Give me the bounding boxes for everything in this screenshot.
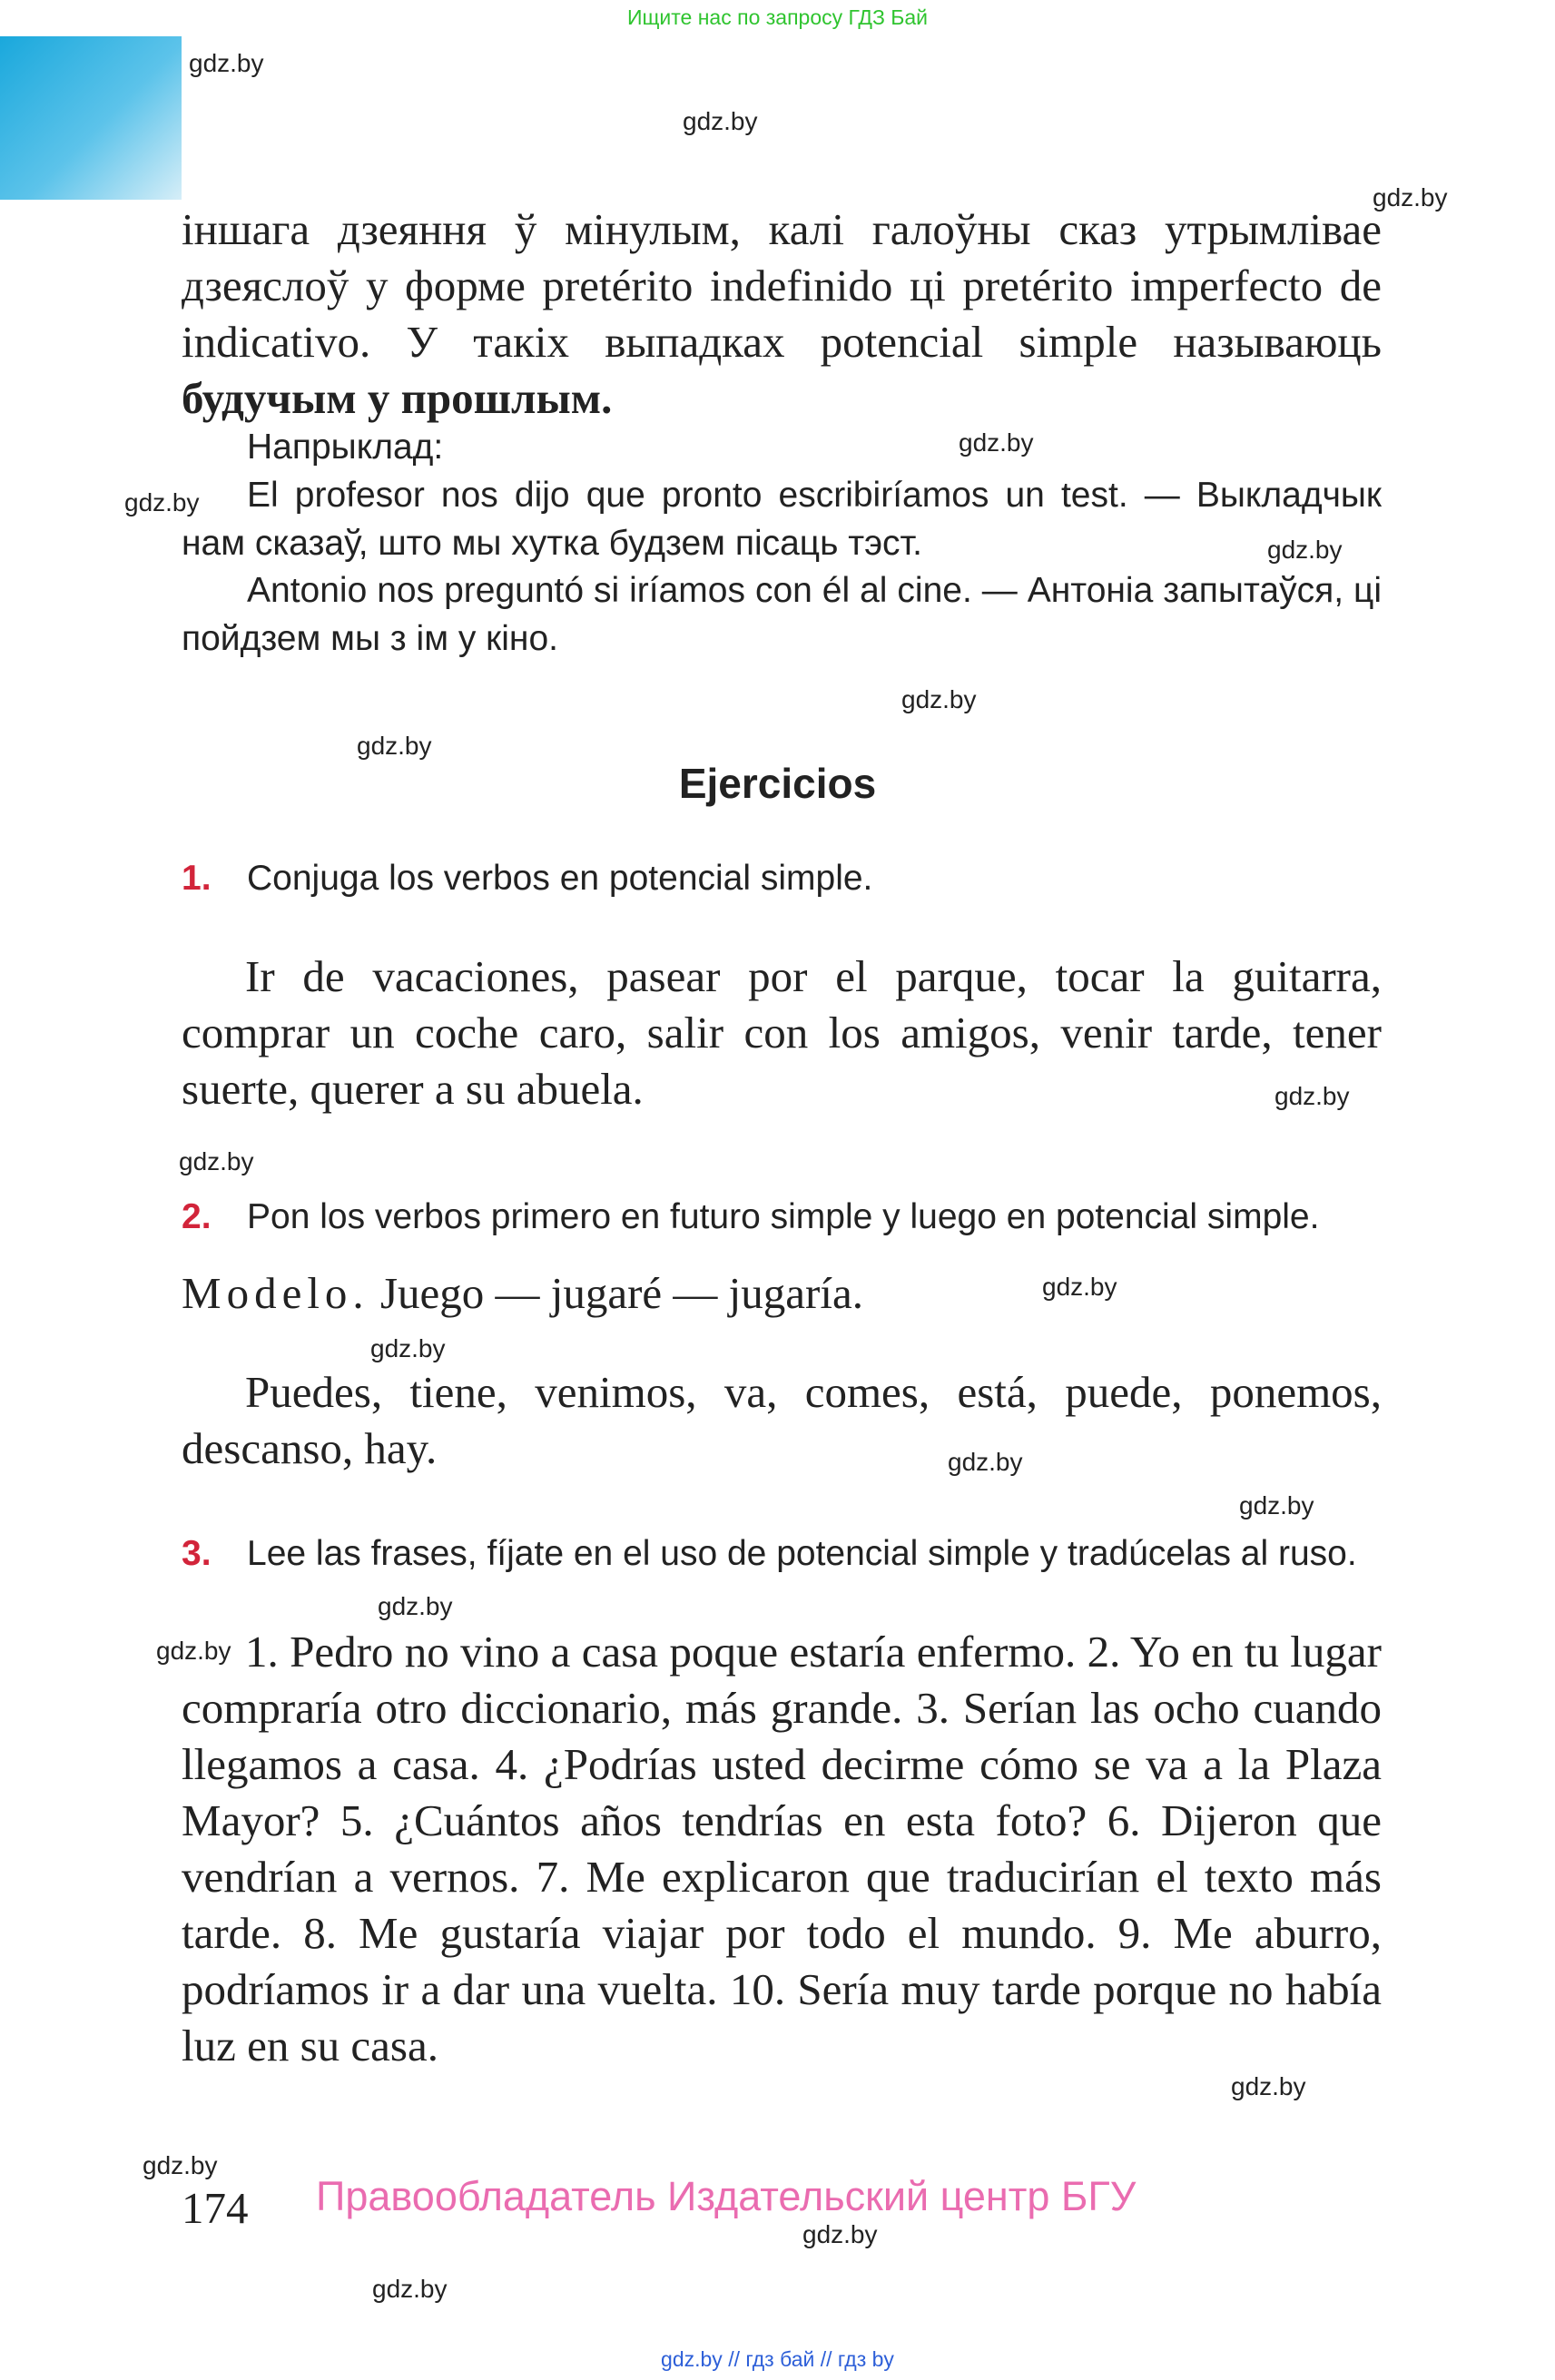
copyright-notice: Правообладатель Издательский центр БГУ [316,2173,1137,2219]
exercise-1-body: Ir de vacaciones, pasear por el parque, tocar la guitarra, comprar un coche caro, salir con los amigos, venir tarde, tener suerte, querer a su abuela. [182,951,1382,1114]
watermark: gdz.by [1373,183,1448,211]
watermark: gdz.by [124,488,200,516]
watermark: gdz.by [357,732,432,760]
watermark: gdz.by [802,2220,878,2248]
exercise-2-body: Puedes, tiene, venimos, va, comes, está, puede, ponemos, descanso, hay. [182,1367,1382,1473]
intro-bold-term: будучым у прошлым [182,373,602,423]
example-2: Antonio nos preguntó si iríamos con él al cine. — Антоніа запытаўся, ці пойдзем мы з ім у кіно. [182,571,1382,658]
section-heading: Ejercicios [678,760,877,807]
watermark: gdz.by [959,428,1034,457]
watermark: gdz.by [189,49,264,77]
watermark: gdz.by [1267,536,1343,564]
bottom-links[interactable]: gdz.by // гдз бай // гдз by [661,2347,894,2371]
watermark: gdz.by [683,107,758,135]
corner-decoration [0,36,182,200]
example-1: El profesor nos dijo que pronto escribiríamos un test. — Выкладчык нам сказаў, што мы хутка будзем пісаць тэст. [182,476,1382,563]
model-text: Juego — jugaré — jugaría. [379,1268,863,1318]
exercise-3-body: 1. Pedro no vino a casa poque estaría enfermo. 2. Yo en tu lugar compraría otro diccionario, más grande. 3. Serían las ocho cuando llegamos a casa. 4. ¿Podrías usted decirme cómo se va a la Plaza Mayor? 5. ¿Cuántos años tendrías en esta foto? 6. Dijeron que vendrían a vernos. 7. Me explicaron que traducirían el texto más tarde. 8. Me gustaría viajar por todo el mundo. 9. Me aburro, podríamos ir a dar una vuelta. 10. Sería muy tarde porque no había luz en su casa. [182,1627,1382,2070]
watermark: gdz.by [370,1334,446,1362]
exercise-1-number: 1. [182,859,212,898]
exercise-1-instruction: 1. Conjuga los verbos en potencial simple. [182,856,1382,901]
example-label: Напрыклад: [247,428,444,467]
watermark: gdz.by [1042,1273,1117,1301]
exercise-2-number: 2. [182,1197,212,1236]
top-banner[interactable]: Ищите нас по запросу ГДЗ Бай [626,5,929,29]
page-number: 174 [182,2183,249,2233]
watermark: gdz.by [156,1637,231,1665]
exercise-3-number: 3. [182,1534,212,1573]
intro-paragraph [182,202,1382,427]
watermark: gdz.by [179,1147,254,1175]
model-label: Modelo. [182,1268,369,1318]
watermark: gdz.by [143,2151,218,2179]
exercise-3-instruction: 3. Lee las frases, fíjate en el uso de potencial simple y tradúcelas al ruso. [182,1531,1382,1577]
intro-text: іншага дзеяння ў мінулым, калі галоўны сказ утрымлівае дзеяслоў у форме pretérito indefinido ці pretérito imperfecto de indicativo. У такіх выпадках potencial simple называюць [182,204,1382,367]
intro-end: . [601,373,613,423]
watermark: gdz.by [901,685,977,713]
exercise-2-instruction: 2. Pon los verbos primero en futuro simple y luego en potencial simple. [182,1195,1382,1240]
watermark: gdz.by [1239,1491,1314,1519]
exercise-2-model [182,1265,1382,1322]
watermark: gdz.by [372,2275,448,2303]
watermark: gdz.by [948,1448,1023,1476]
watermark: gdz.by [378,1592,453,1620]
watermark: gdz.by [1231,2072,1306,2100]
watermark: gdz.by [1275,1082,1350,1110]
